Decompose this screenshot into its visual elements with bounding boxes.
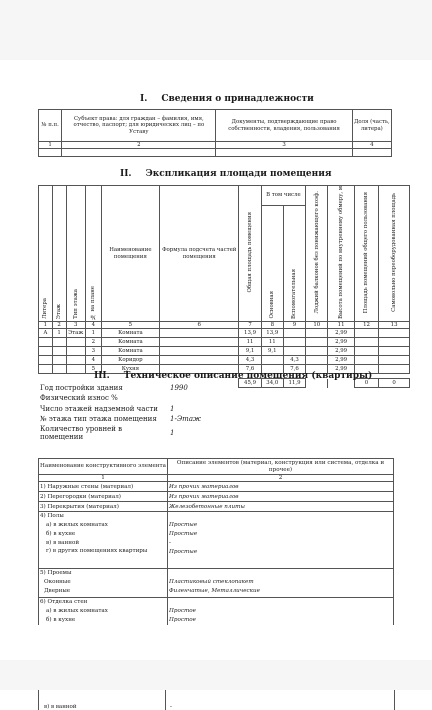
col-header-common-area: Площадь помещений общего пользования [363, 191, 370, 314]
column-numbers-row: 1 2 3 4 5 6 7 8 9 10 11 12 13 [39, 322, 410, 329]
bathroom-walls-label: в) в ванной [44, 704, 77, 710]
totals-row: 45,9 34,0 11,9 0 0 [39, 379, 410, 388]
col-header-subject: Субъект права: для граждан – фамилия, имя, отчество, паспорт; для юридических лиц – по Уставу [62, 110, 216, 142]
col-num: 2 [62, 142, 216, 149]
col-header-plan-number: № на плане [90, 285, 97, 319]
col-header-formula: Формула подсчета частей помещения [160, 186, 239, 322]
col-header-description: Описание элементов (материал, конструкция или система, отделка и прочее) [168, 459, 394, 475]
col-num: 1 [39, 142, 62, 149]
section-3-heading: Техническое описание помещения (квартиры) [123, 371, 373, 381]
section-2-title [120, 169, 332, 179]
table-row: 3 Комната 9,1 9,1 2,99 [39, 347, 410, 356]
col-header-floor: Этаж [56, 303, 63, 319]
table-row: 5 Кухня 7,6 7,6 2,99 [39, 365, 410, 374]
area-explication-table [38, 185, 410, 388]
section-1-heading: Сведения о принадлежности [161, 94, 314, 104]
table-row: А 1 Этаж 1 Комната 13,9 13,9 2,99 [39, 329, 410, 338]
col-header-loggias: Лоджий балконов без понижающего коэф. [313, 191, 320, 314]
building-facts: Год постройки здания 1990 Физический износ % Число этажей надземной части 1 № этажа тип этажа помещения 1-Этаж Количество уровней в помещении 1 [40, 384, 201, 441]
col-header-litera: Литера [42, 297, 49, 319]
col-header-auxiliary: Вспомогательная [291, 268, 298, 319]
floors-block: 4) Полы а) в жилых комнатах б) в кухне в) в ванной г) в других помещениях квартиры Простые Простые - Простые [39, 512, 394, 569]
col-header-floor-type: Тип этажа [72, 289, 79, 319]
ownership-table [38, 109, 392, 157]
col-header-height: Высота помещений по внутреннему обмеру, м [338, 186, 344, 319]
col-num: 4 [352, 142, 391, 149]
document-page [0, 60, 432, 660]
section-1-number: I. [140, 94, 148, 104]
section-2-number: II. [120, 169, 132, 179]
table-row: 2 Комната 11 11 2,99 [39, 338, 410, 347]
col-header-main: Основная [269, 291, 276, 319]
bathroom-walls-value: - [170, 704, 172, 710]
table-row: 1) Наружные стены (материал) Из прочих материалов [39, 482, 394, 492]
col-header-num: № п.п. [39, 110, 62, 142]
section-3-title [94, 371, 372, 381]
walls-block: 6) Отделка стен а) в жилых комнатах б) в кухне Простое Простое [39, 598, 394, 626]
table-row: 2) Перегородки (материал) Из прочих материалов [39, 492, 394, 502]
col-header-including: В том числе [261, 186, 305, 206]
table-row: 3) Перекрытия (материал) Железобетонные плиты [39, 502, 394, 512]
col-header-documents: Документы, подтверждающие право собственности, владения, пользования [216, 110, 352, 142]
section-3-number: III. [94, 371, 110, 381]
col-num: 3 [216, 142, 352, 149]
col-header-unauthorized-area: Самовольно переоборудованная площадь [391, 193, 397, 312]
openings-block: 5) Проемы Оконные Дверные Пластиковый стеклопакет Филенчатые, Металлические [39, 569, 394, 598]
col-header-room-name: Наименование помещения [101, 186, 159, 322]
next-page-fragment [0, 690, 432, 710]
structural-elements-table: Наименование конструктивного элемента Описание элементов (материал, конструкция или система, отделка и прочее) 1 2 1) Наружные стены (материал) Из прочих материалов 2) Перегородки (материал) Из прочих материалов 3) Перекрытия (материал) Железобетонные плиты 4) Полы а) в жилых комнатах б) в кухне в) в ванной г) в других помещениях квартиры Простые Простые - Простые 5) Проемы Оконные Дверные Пластиковый стеклопакет Филенчатые, Металлические 6) Отделка стен а) в жилых комнатах б) в кухне Простое Простое [38, 458, 394, 625]
col-header-share: Доля (часть, литера) [352, 110, 391, 142]
section-1-title [140, 94, 314, 104]
col-header-element: Наименование конструктивного элемента [39, 459, 168, 475]
table-row: 4 Коридор 4,3 4,3 2,99 [39, 356, 410, 365]
col-header-total-area: Общая площадь помещения [246, 212, 253, 293]
section-2-heading: Экспликация площади помещения [145, 169, 332, 179]
